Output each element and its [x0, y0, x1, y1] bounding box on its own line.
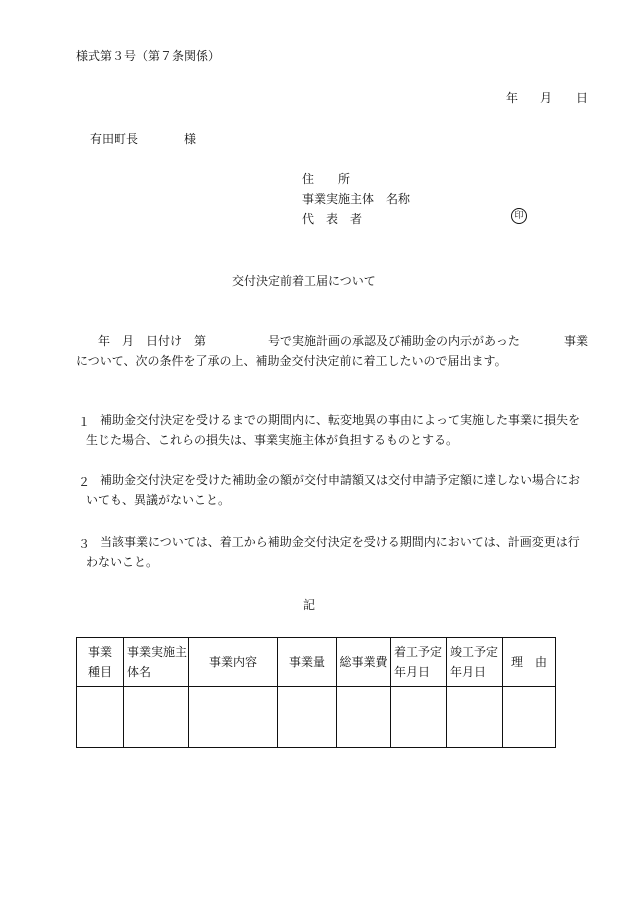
header-project-content: 事業内容 — [189, 638, 278, 687]
cell-start-date[interactable] — [391, 687, 447, 748]
cell-implementing-entity[interactable] — [124, 687, 189, 748]
project-table — [76, 637, 556, 748]
date-month-label: 月 — [540, 91, 553, 105]
cell-project-content[interactable] — [189, 687, 278, 748]
cell-total-cost[interactable] — [337, 687, 391, 748]
cell-completion-date[interactable] — [447, 687, 503, 748]
header-start-date: 着工予定年月日 — [391, 638, 447, 687]
seal-mark: 印 — [511, 208, 527, 224]
header-project-type: 事業種目 — [77, 638, 124, 687]
document-title: 交付決定前着工届について — [232, 274, 376, 288]
condition-2-number: ２ — [78, 475, 91, 489]
header-reason: 理 由 — [503, 638, 556, 687]
date-day-label: 日 — [576, 91, 589, 105]
condition-3-text: 当該事業については、着工から補助金交付決定を受ける期間内においては、計画変更は行わないこと。 — [86, 535, 580, 569]
entity-name-label: 事業実施主体 名称 — [302, 192, 411, 206]
date-year-label: 年 — [506, 91, 519, 105]
ki-label: 記 — [303, 598, 316, 612]
header-total-cost: 総事業費 — [337, 638, 391, 687]
form-number: 様式第３号（第７条関係） — [76, 49, 221, 63]
header-project-volume: 事業量 — [278, 638, 337, 687]
address-label: 住 所 — [302, 172, 351, 186]
cell-project-type[interactable] — [77, 687, 124, 748]
table-row — [77, 687, 556, 748]
table-header-row — [77, 638, 556, 687]
intro-approval-part: 号で実施計画の承認及び補助金の内示があった — [268, 334, 520, 348]
condition-3-number: ３ — [78, 537, 91, 551]
cell-project-volume[interactable] — [278, 687, 337, 748]
addressee-name: 有田町長 — [90, 132, 139, 146]
condition-2-text: 補助金交付決定を受けた補助金の額が交付申請額又は交付申請予定額に達しない場合においても、異議がないこと。 — [86, 473, 581, 507]
cell-reason[interactable] — [503, 687, 556, 748]
header-completion-date: 竣工予定年月日 — [447, 638, 503, 687]
condition-1-number: １ — [78, 415, 91, 429]
addressee-honorific: 様 — [184, 132, 197, 146]
intro-date-part: 年 月 日付け 第 — [98, 334, 207, 348]
intro-line-2: について、次の条件を了承の上、補助金交付決定前に着工したいので届出ます。 — [76, 354, 507, 368]
representative-label: 代 表 者 — [302, 212, 363, 226]
condition-1-text: 補助金交付決定を受けるまでの期間内に、転変地異の事由によって実施した事業に損失を生じた場合、これらの損失は、事業実施主体が負担するものとする。 — [86, 413, 581, 447]
intro-project-suffix: 事業 — [564, 334, 589, 348]
header-implementing-entity: 事業実施主体名 — [124, 638, 189, 687]
